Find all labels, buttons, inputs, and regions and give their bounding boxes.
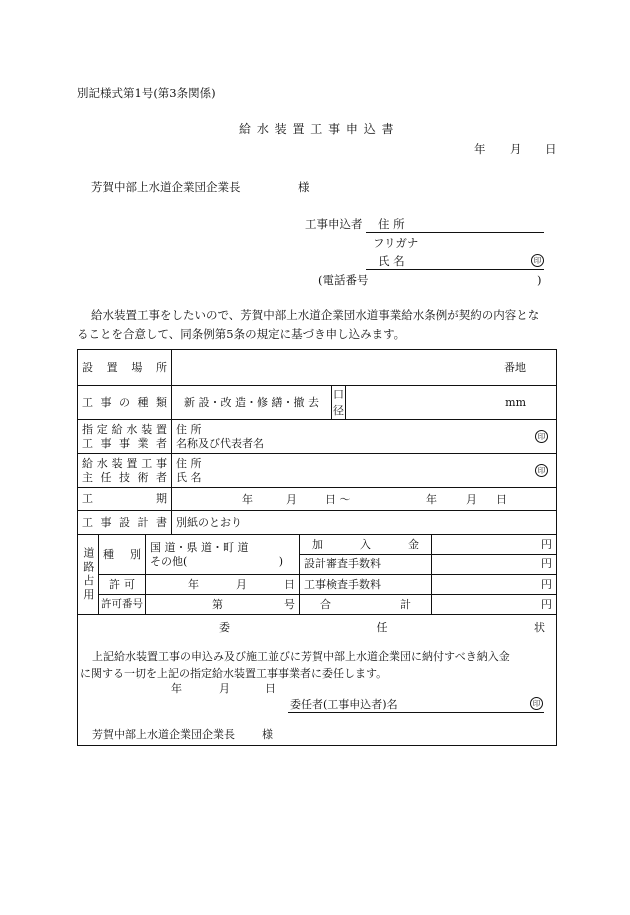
date-year: 年 <box>474 142 486 156</box>
period-year-2: 年 <box>426 493 438 506</box>
diameter-unit: mm <box>505 395 527 409</box>
applicant-furigana-label: フリガナ <box>373 236 419 250</box>
period-day-2: 日 <box>496 493 508 506</box>
contractor-seal-mark: 印 <box>535 430 548 443</box>
kind-options: 国 道・県 道・町 道 <box>150 540 249 554</box>
row-road-kind <box>78 535 557 575</box>
date-month: 月 <box>510 142 522 156</box>
fee-unit-1: 円 <box>432 536 556 555</box>
row-permit <box>78 575 557 595</box>
engineer-address-label: 住 所 <box>176 456 202 470</box>
row-delegation <box>78 615 557 746</box>
fee-label-2: 設計審査手数料 <box>304 557 382 570</box>
kind-label: 種 別 <box>99 535 146 575</box>
date-day: 日 <box>545 142 557 156</box>
contractor-name-label: 名称及び代表者名 <box>176 436 265 450</box>
delegation-section <box>78 615 617 746</box>
permit-no-field[interactable]: 第 号 <box>146 595 300 615</box>
delegation-line-2: に関する一切を上記の指定給水装置工事事業者に委任します。 <box>80 667 388 680</box>
fee-unit-4[interactable]: 円 <box>432 595 557 615</box>
work-type-label: 工 事 の 種 類 <box>78 386 172 420</box>
row-work-type <box>78 386 557 420</box>
row-permit-no <box>78 595 557 615</box>
period-month-2: 月 <box>466 493 478 506</box>
period-day: 日 〜 <box>325 493 351 506</box>
applicant-address-label: 住 所 <box>378 217 405 231</box>
addressee-honorific: 様 <box>298 180 310 194</box>
row-period <box>78 488 557 511</box>
engineer-seal-mark: 印 <box>535 464 548 477</box>
diameter-field[interactable] <box>346 386 557 420</box>
delegation-honorific: 様 <box>262 728 273 741</box>
contractor-label: 指定給水装置 工 事 事 業 者 <box>78 420 172 454</box>
contractor-field[interactable] <box>172 420 557 454</box>
work-type-options[interactable]: 新 設・改 造・修 繕・撤 去 <box>172 386 332 420</box>
delegator-seal-mark: 印 <box>530 697 543 710</box>
delegation-date-year: 年 <box>171 682 182 695</box>
design-value[interactable]: 別紙のとおり <box>172 511 557 535</box>
road-occupancy-label: 道路占用 <box>78 535 99 615</box>
intro-line-2: ることを合意して、同条例第5条の規定に基づき申し込みます。 <box>77 327 406 341</box>
diameter-label: 口 径 <box>332 386 346 420</box>
row-engineer <box>78 454 557 488</box>
engineer-field[interactable] <box>172 454 557 488</box>
delegation-addressee: 芳賀中部上水道企業団企業長 <box>92 728 235 741</box>
fee-unit-2: 円 <box>541 557 553 570</box>
delegation-date-day: 日 <box>265 682 276 695</box>
period-field[interactable] <box>172 488 557 511</box>
applicant-address-line[interactable] <box>366 232 544 233</box>
location-label: 設 置 場 所 <box>78 350 172 386</box>
phone-label: (電話番号 <box>318 273 369 287</box>
delegator-signature-line[interactable] <box>288 712 544 713</box>
period-year: 年 <box>242 493 254 506</box>
delegation-date-month: 月 <box>219 682 230 695</box>
phone-close: ) <box>537 273 542 287</box>
period-month: 月 <box>286 493 298 506</box>
row-contractor <box>78 420 557 454</box>
page-title: 給 水 装 置 工 事 申 込 書 <box>239 122 395 136</box>
fee-values-top[interactable] <box>432 535 557 575</box>
permit-no-label: 許可番号 <box>99 595 146 615</box>
applicant-name-line[interactable] <box>366 269 544 270</box>
applicant-seal-mark: 印 <box>531 254 544 267</box>
permit-label: 許 可 <box>99 575 146 595</box>
engineer-label: 給水装置工事 主 任 技 術 者 <box>78 454 172 488</box>
design-label: 工 事 設 計 書 <box>78 511 172 535</box>
application-table <box>77 349 617 746</box>
permit-date-field[interactable]: 年 月 日 <box>146 575 300 595</box>
fee-label-3: 工事検査手数料 <box>300 575 432 595</box>
delegation-title: 委 任 状 <box>219 621 617 634</box>
engineer-name-label: 氏 名 <box>176 470 202 484</box>
location-field[interactable] <box>172 350 557 386</box>
intro-line-1: 給水装置工事をしたいので、芳賀中部上水道企業団水道事業給水条例が契約の内容とな <box>91 308 540 322</box>
fee-label-1: 加 入 金 <box>300 536 431 555</box>
row-location <box>78 350 557 386</box>
addressee: 芳賀中部上水道企業団企業長 <box>91 180 241 194</box>
applicant-name-label: 氏 名 <box>378 254 405 268</box>
delegation-line-1: 上記給水装置工事の申込み及び施工並びに芳賀中部上水道企業団に納付すべき納入金 <box>92 650 510 663</box>
kind-other: その他( <box>150 554 188 568</box>
form-id: 別記様式第1号(第3条関係) <box>77 86 216 100</box>
applicant-label: 工事申込者 <box>305 217 363 231</box>
period-label: 工 期 <box>78 488 172 511</box>
contractor-address-label: 住 所 <box>176 422 202 436</box>
location-suffix: 番地 <box>504 360 527 374</box>
fee-label-4: 合 計 <box>300 595 432 615</box>
delegator-label: 委任者(工事申込者)名 <box>290 698 398 711</box>
row-design <box>78 511 557 535</box>
kind-field[interactable]: 国 道・県 道・町 道 その他( ) <box>146 535 300 575</box>
fee-unit-3[interactable]: 円 <box>432 575 557 595</box>
fee-labels-top <box>300 535 432 575</box>
